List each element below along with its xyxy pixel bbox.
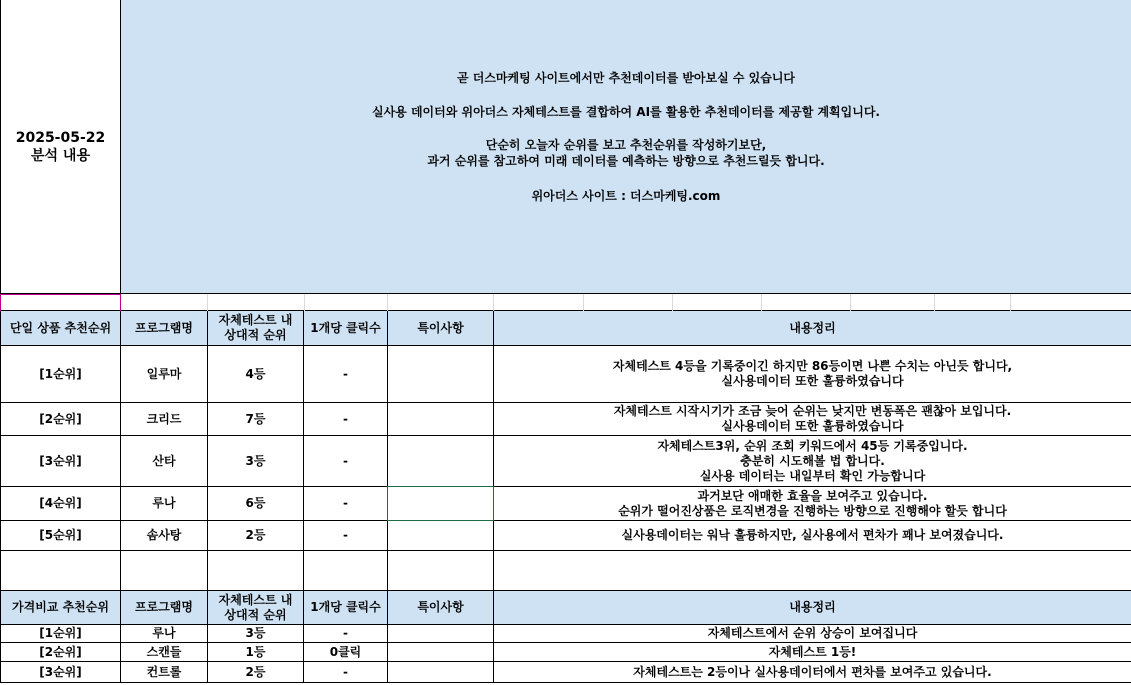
price-row-2-program[interactable]: 스캔들 (121, 643, 208, 662)
single-row-3-summary[interactable]: 자체테스트3위, 순위 조회 키워드에서 45등 기록중입니다. 충분히 시도해볼 법 합니다. 실사용 데이터는 내일부터 확인 가능합니다 (494, 436, 1131, 487)
single-header-clicks[interactable]: 1개당 클릭수 (304, 311, 388, 346)
price-header-program[interactable]: 프로그램명 (121, 591, 208, 625)
price-row-3-note[interactable] (388, 662, 494, 683)
price-row-2-clicks[interactable]: 0클릭 (304, 643, 388, 662)
single-header-note[interactable]: 특이사항 (388, 311, 494, 346)
single-row-2-clicks[interactable]: - (304, 403, 388, 436)
date-box[interactable] (0, 0, 121, 294)
price-row-1-summary[interactable]: 자체테스트에서 순위 상승이 보여집니다 (494, 625, 1131, 643)
single-row-2-note[interactable] (388, 403, 494, 436)
gap-cell[interactable] (208, 551, 304, 591)
price-row-3-rank[interactable]: [3순위] (0, 662, 121, 683)
single-row-2-summary[interactable]: 자체테스트 시작시기가 조금 늦어 순위는 낮지만 변동폭은 괜찮아 보입니다. 실사용데이터 또한 훌륭하였습니다 (494, 403, 1131, 436)
single-row-3-clicks[interactable]: - (304, 436, 388, 487)
single-row-5-program[interactable]: 솜사탕 (121, 521, 208, 551)
gridline (387, 294, 388, 311)
gridline (672, 294, 673, 311)
notice-line-2: 실사용 데이터와 위아더스 자체테스트를 결합하여 AI를 활용한 추천데이터를 제공할 계획입니다. (371, 105, 880, 119)
single-row-1-summary[interactable]: 자체테스트 4등을 기록중이긴 하지만 86등이면 나쁜 수치는 아닌듯 합니다, 실사용데이터 또한 훌륭하였습니다 (494, 346, 1131, 403)
price-header-note[interactable]: 특이사항 (388, 591, 494, 625)
spacer-row (0, 294, 1131, 311)
single-row-4-clicks[interactable]: - (304, 487, 388, 521)
single-row-1-program[interactable]: 일루마 (121, 346, 208, 403)
price-row-3-summary[interactable]: 자체테스트는 2등이나 실사용데이터에서 편차를 보여주고 있습니다. (494, 662, 1131, 683)
price-header-summary[interactable]: 내용정리 (494, 591, 1131, 625)
single-row-5-note[interactable] (388, 521, 494, 551)
gap-cell[interactable] (121, 551, 208, 591)
single-row-4-relative-rank[interactable]: 6등 (208, 487, 304, 521)
price-row-1-clicks[interactable]: - (304, 625, 388, 643)
gridline (934, 294, 935, 311)
gap-cell[interactable] (494, 551, 1131, 591)
price-row-3-program[interactable]: 컨트롤 (121, 662, 208, 683)
single-row-2-rank[interactable]: [2순위] (0, 403, 121, 436)
single-header-relative-rank[interactable]: 자체테스트 내 상대적 순위 (208, 311, 304, 346)
single-row-5-clicks[interactable]: - (304, 521, 388, 551)
single-header-summary[interactable]: 내용정리 (494, 311, 1131, 346)
price-header-clicks[interactable]: 1개당 클릭수 (304, 591, 388, 625)
single-row-1-clicks[interactable]: - (304, 346, 388, 403)
notice-line-4: 위아더스 사이트 : 더스마케팅.com (531, 189, 721, 203)
price-row-2-summary[interactable]: 자체테스트 1등! (494, 643, 1131, 662)
single-row-3-note[interactable] (388, 436, 494, 487)
single-row-2-program[interactable]: 크리드 (121, 403, 208, 436)
price-row-2-note[interactable] (388, 643, 494, 662)
single-row-5-relative-rank[interactable]: 2등 (208, 521, 304, 551)
single-row-4-summary[interactable]: 과거보단 애매한 효율을 보여주고 있습니다. 순위가 떨어진상품은 로직변경을 진행하는 방향으로 진행해야 할듯 합니다 (494, 487, 1131, 521)
analysis-label: 분석 내용 (31, 147, 90, 164)
price-row-2-rank[interactable]: [2순위] (0, 643, 121, 662)
price-header-relative-rank[interactable]: 자체테스트 내 상대적 순위 (208, 591, 304, 625)
price-header-rank[interactable]: 가격비교 추천순위 (0, 591, 121, 625)
gridline (493, 294, 494, 311)
price-row-3-relative-rank[interactable]: 2등 (208, 662, 304, 683)
price-row-1-program[interactable]: 루나 (121, 625, 208, 643)
price-row-1-relative-rank[interactable]: 3등 (208, 625, 304, 643)
single-row-3-program[interactable]: 산타 (121, 436, 208, 487)
gap-cell[interactable] (388, 551, 494, 591)
price-row-1-rank[interactable]: [1순위] (0, 625, 121, 643)
single-header-rank[interactable]: 단일 상품 추천순위 (0, 311, 121, 346)
analysis-date: 2025-05-22 (15, 129, 106, 146)
gridline (761, 294, 762, 311)
price-row-2-relative-rank[interactable]: 1등 (208, 643, 304, 662)
selected-cell[interactable] (0, 294, 121, 312)
notice-line-3: 단순히 오늘자 순위를 보고 추천순위를 작성하기보단, 과거 순위를 참고하여 미래 데이터를 예측하는 방향으로 추천드릴듯 합니다. (427, 138, 825, 168)
single-header-program[interactable]: 프로그램명 (121, 311, 208, 346)
gridline (583, 294, 584, 311)
single-row-1-relative-rank[interactable]: 4등 (208, 346, 304, 403)
single-row-1-note[interactable] (388, 346, 494, 403)
single-row-3-rank[interactable]: [3순위] (0, 436, 121, 487)
gridline (207, 294, 208, 311)
notice-line-1: 곧 더스마케팅 사이트에서만 추천데이터를 받아보실 수 있습니다 (456, 71, 796, 85)
gridline (304, 294, 305, 311)
gap-cell[interactable] (0, 551, 121, 591)
gridline (850, 294, 851, 311)
single-row-1-rank[interactable]: [1순위] (0, 346, 121, 403)
single-row-2-relative-rank[interactable]: 7등 (208, 403, 304, 436)
single-row-4-program[interactable]: 루나 (121, 487, 208, 521)
price-row-3-clicks[interactable]: - (304, 662, 388, 683)
single-row-4-rank[interactable]: [4순위] (0, 487, 121, 521)
gridline (1010, 294, 1011, 311)
gap-cell[interactable] (304, 551, 388, 591)
single-row-3-relative-rank[interactable]: 3등 (208, 436, 304, 487)
notice-box[interactable] (121, 0, 1131, 294)
single-row-5-rank[interactable]: [5순위] (0, 521, 121, 551)
active-cell-outline[interactable] (387, 486, 494, 521)
single-row-5-summary[interactable]: 실사용데이터는 워낙 훌륭하지만, 실사용에서 편차가 꽤나 보여졌습니다. (494, 521, 1131, 551)
price-row-1-note[interactable] (388, 625, 494, 643)
